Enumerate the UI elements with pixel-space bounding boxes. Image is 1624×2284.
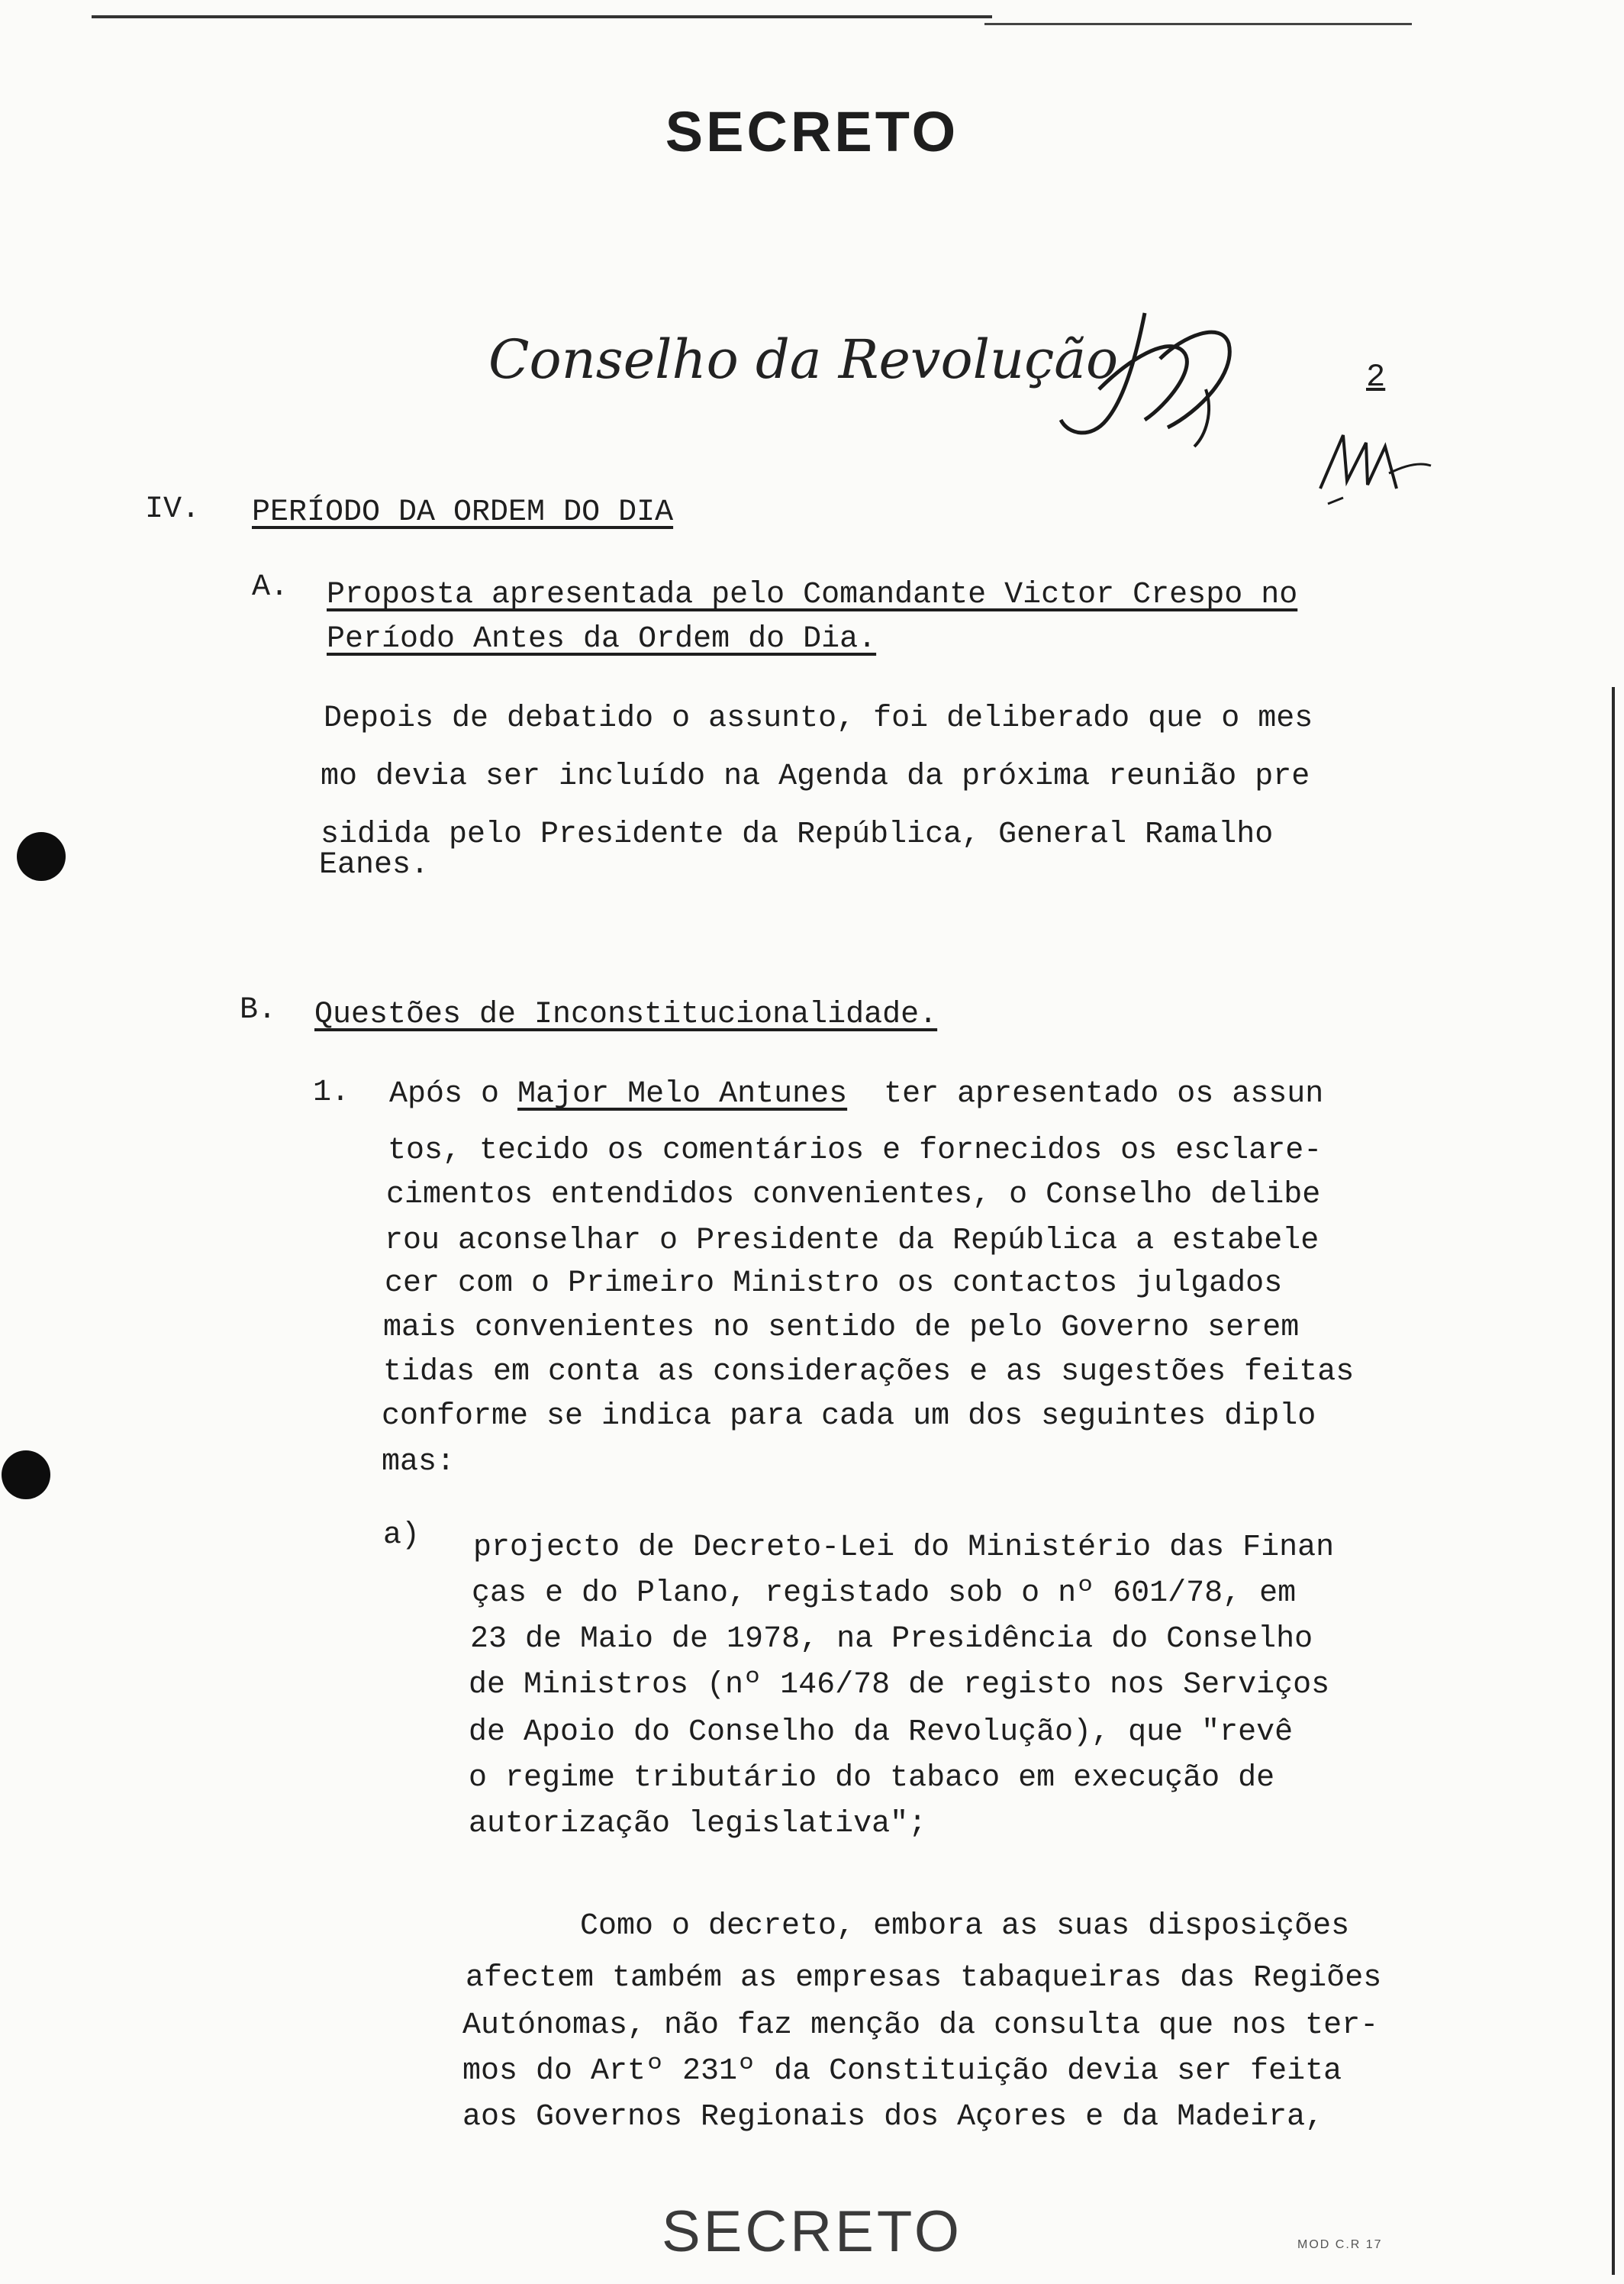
item-a-title-line: Proposta apresentada pelo Comandante Victor Crespo no (327, 578, 1298, 612)
paragraph-line: mo devia ser incluído na Agenda da próxima reunião pre (321, 760, 1310, 794)
paragraph-line: cimentos entendidos convenientes, o Conselho delibe (386, 1178, 1321, 1212)
text-segment: Após o (389, 1077, 500, 1111)
item-a-title-line: Período Antes da Ordem do Dia. (327, 622, 877, 656)
top-rule-segment (984, 23, 1412, 25)
paragraph-line: afectem também as empresas tabaqueiras das Regiões (466, 1961, 1382, 1995)
paragraph-line: conforme se indica para cada um dos seguintes diplo (382, 1399, 1316, 1434)
paragraph-line: Autónomas, não faz menção da consulta que nos ter- (462, 2008, 1379, 2043)
paragraph-line: tidas em conta as considerações e as sugestões feitas (383, 1355, 1355, 1389)
classification-top: SECRETO (665, 100, 959, 163)
punch-hole (17, 832, 66, 881)
paragraph-line: mos do Artº 231º da Constituição devia ser feita (462, 2054, 1342, 2089)
paragraph-line: sidida pelo Presidente da República, General Ramalho (321, 818, 1274, 852)
item-letter: A. (252, 570, 289, 605)
paragraph-line: mais convenientes no sentido de pelo Governo serem (383, 1311, 1300, 1345)
paragraph-line: rou aconselhar o Presidente da República a estabele (385, 1224, 1320, 1258)
paragraph-line: Como o decreto, embora as suas disposições (580, 1909, 1350, 1944)
paragraph-line: de Ministros (nº 146/78 de registo nos Serviços (469, 1668, 1330, 1702)
paragraph-line: projecto de Decreto-Lei do Ministério das Finan (473, 1531, 1335, 1565)
form-code: MOD C.R 17 (1297, 2238, 1383, 2251)
signature-mark (1053, 305, 1252, 450)
sub-item-letter: a) (383, 1518, 420, 1553)
right-edge-line (1612, 687, 1615, 2275)
paragraph-line: tos, tecido os comentários e fornecidos os esclare- (388, 1134, 1323, 1168)
person-name: Major Melo Antunes (517, 1077, 848, 1111)
section-title: PERÍODO DA ORDEM DO DIA (252, 495, 674, 530)
paragraph-line: aos Governos Regionais dos Açores e da Madeira, (462, 2100, 1324, 2134)
paragraph-line: Eanes. (319, 848, 430, 882)
paragraph-line (389, 1079, 1323, 1110)
paragraph-line: 23 de Maio de 1978, na Presidência do Conselho (470, 1622, 1313, 1657)
point-number: 1. (313, 1076, 350, 1110)
paragraph-line: o regime tributário do tabaco em execução de (469, 1761, 1275, 1795)
top-rule (92, 15, 992, 18)
paragraph-line: de Apoio do Conselho da Revolução), que "revê (469, 1715, 1294, 1750)
initials-mark (1313, 427, 1435, 511)
item-letter: B. (240, 993, 277, 1027)
punch-hole (2, 1450, 50, 1499)
paragraph-line: ças e do Plano, registado sob o nº 601/78, em (472, 1576, 1297, 1611)
text-segment: ter apresentado os assun (884, 1077, 1324, 1111)
classification-bottom: SECRETO (661, 2199, 962, 2264)
letterhead: Conselho da Revolução (488, 328, 1119, 391)
paragraph-line: mas: (382, 1445, 456, 1479)
section-numeral: IV. (145, 492, 201, 527)
page-number: 2 (1366, 359, 1386, 395)
paragraph-line: cer com o Primeiro Ministro os contactos julgados (385, 1266, 1283, 1301)
paragraph-line: autorização legislativa"; (469, 1807, 927, 1841)
item-b-title: Questões de Inconstitucionalidade. (314, 998, 938, 1032)
paragraph-line: Depois de debatido o assunto, foi deliberado que o mes (324, 702, 1313, 736)
